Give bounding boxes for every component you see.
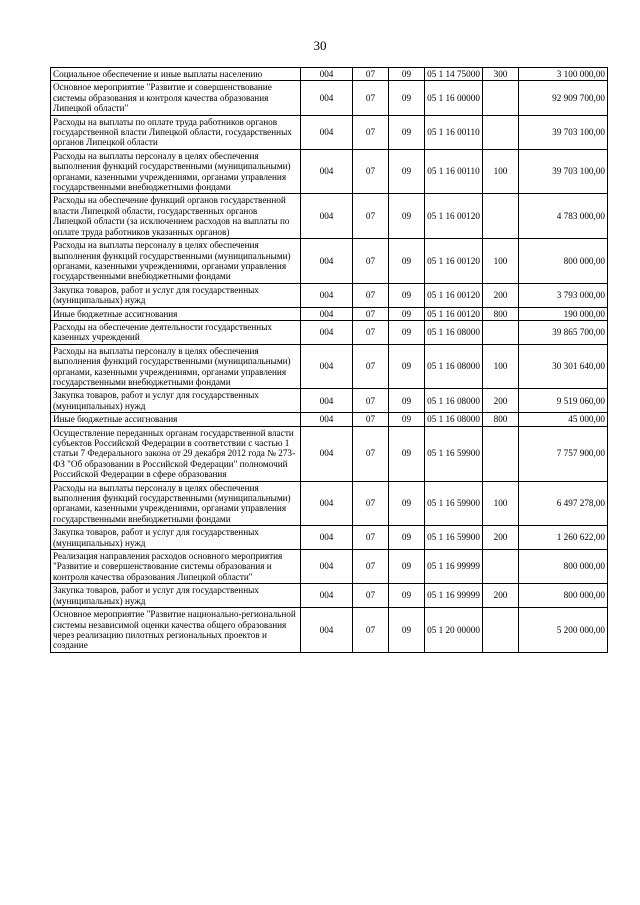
- table-row: [51, 115, 608, 149]
- admin-code: 004: [301, 389, 353, 413]
- target-article-code: 05 1 16 99999: [425, 584, 483, 608]
- subsection-code: 09: [389, 426, 425, 481]
- section-code: 07: [353, 320, 389, 344]
- admin-code: 004: [301, 194, 353, 239]
- admin-code: 004: [301, 481, 353, 526]
- amount: 45 000,00: [519, 413, 608, 426]
- admin-code: 004: [301, 426, 353, 481]
- row-name: Расходы на выплаты персоналу в целях обеспечения выполнения функций государственными (муниципальными) органами, казенными учреждениями, органами управления государственными внебюджетными фондами: [51, 344, 301, 389]
- target-article-code: 05 1 16 08000: [425, 320, 483, 344]
- row-name: Реализация направления расходов основного мероприятия "Развитие и совершенствование системы образования и контроля качества образования Липецкой области": [51, 550, 301, 584]
- amount: 5 200 000,00: [519, 608, 608, 653]
- amount: 4 783 000,00: [519, 194, 608, 239]
- target-article-code: 05 1 16 00120: [425, 283, 483, 307]
- expense-type-code: [483, 320, 519, 344]
- subsection-code: 09: [389, 389, 425, 413]
- budget-table: [50, 67, 608, 653]
- row-name: Основное мероприятие "Развитие национально-региональной системы независимой оценки качества общего образования через реализацию пилотных региональных проектов и создание: [51, 608, 301, 653]
- row-name: Закупка товаров, работ и услуг для государственных (муниципальных) нужд: [51, 584, 301, 608]
- subsection-code: 09: [389, 320, 425, 344]
- amount: 9 519 060,00: [519, 389, 608, 413]
- amount: 30 301 640,00: [519, 344, 608, 389]
- target-article-code: 05 1 16 08000: [425, 389, 483, 413]
- expense-type-code: 100: [483, 481, 519, 526]
- table-row: [51, 149, 608, 194]
- target-article-code: 05 1 16 08000: [425, 344, 483, 389]
- table-row: [51, 239, 608, 284]
- target-article-code: 05 1 14 75000: [425, 68, 483, 81]
- table-row: [51, 608, 608, 653]
- target-article-code: 05 1 16 00110: [425, 149, 483, 194]
- table-row: [51, 413, 608, 426]
- row-name: Осуществление переданных органам государственной власти субъектов Российской Федерации в соответствии с частью 1 статьи 7 Федерального закона от 29 декабря 2012 года № 273-ФЗ "Об образовании в Российской Федерации" полномочий Российской Федерации в сфере образования: [51, 426, 301, 481]
- row-name: Расходы на выплаты по оплате труда работников органов государственной власти Липецкой области, государственных органов Липецкой области: [51, 115, 301, 149]
- section-code: 07: [353, 426, 389, 481]
- admin-code: 004: [301, 68, 353, 81]
- admin-code: 004: [301, 584, 353, 608]
- subsection-code: 09: [389, 550, 425, 584]
- target-article-code: 05 1 16 00120: [425, 194, 483, 239]
- expense-type-code: 200: [483, 526, 519, 550]
- section-code: 07: [353, 307, 389, 320]
- section-code: 07: [353, 481, 389, 526]
- amount: 800 000,00: [519, 584, 608, 608]
- row-name: Расходы на выплаты персоналу в целях обеспечения выполнения функций государственными (муниципальными) органами, казенными учреждениями, органами управления государственными внебюджетными фондами: [51, 239, 301, 284]
- table-row: [51, 68, 608, 81]
- subsection-code: 09: [389, 81, 425, 115]
- subsection-code: 09: [389, 194, 425, 239]
- row-name: Расходы на выплаты персоналу в целях обеспечения выполнения функций государственными (муниципальными) органами, казенными учреждениями, органами управления государственными внебюджетными фондами: [51, 481, 301, 526]
- amount: 1 260 622,00: [519, 526, 608, 550]
- amount: 92 909 700,00: [519, 81, 608, 115]
- expense-type-code: 200: [483, 283, 519, 307]
- page-number: 30: [313, 38, 327, 53]
- subsection-code: 09: [389, 584, 425, 608]
- section-code: 07: [353, 389, 389, 413]
- expense-type-code: 800: [483, 413, 519, 426]
- target-article-code: 05 1 16 59900: [425, 426, 483, 481]
- row-name: Иные бюджетные ассигнования: [51, 413, 301, 426]
- expense-type-code: [483, 550, 519, 584]
- table-row: [51, 550, 608, 584]
- subsection-code: 09: [389, 481, 425, 526]
- admin-code: 004: [301, 608, 353, 653]
- section-code: 07: [353, 413, 389, 426]
- subsection-code: 09: [389, 239, 425, 284]
- admin-code: 004: [301, 149, 353, 194]
- admin-code: 004: [301, 115, 353, 149]
- section-code: 07: [353, 194, 389, 239]
- row-name: Расходы на обеспечение деятельности государственных казенных учреждений: [51, 320, 301, 344]
- expense-type-code: 100: [483, 344, 519, 389]
- expense-type-code: 800: [483, 307, 519, 320]
- target-article-code: 05 1 16 99999: [425, 550, 483, 584]
- target-article-code: 05 1 16 00110: [425, 115, 483, 149]
- amount: 800 000,00: [519, 550, 608, 584]
- table-row: [51, 283, 608, 307]
- table-row: [51, 320, 608, 344]
- target-article-code: 05 1 16 00120: [425, 307, 483, 320]
- expense-type-code: [483, 194, 519, 239]
- subsection-code: 09: [389, 413, 425, 426]
- subsection-code: 09: [389, 283, 425, 307]
- section-code: 07: [353, 283, 389, 307]
- row-name: Основное мероприятие "Развитие и совершенствование системы образования и контроля качества образования Липецкой области": [51, 81, 301, 115]
- amount: 39 865 700,00: [519, 320, 608, 344]
- row-name: Расходы на выплаты персоналу в целях обеспечения выполнения функций государственными (муниципальными) органами, казенными учреждениями, органами управления государственными внебюджетными фондами: [51, 149, 301, 194]
- amount: 3 100 000,00: [519, 68, 608, 81]
- admin-code: 004: [301, 526, 353, 550]
- admin-code: 004: [301, 320, 353, 344]
- row-name: Закупка товаров, работ и услуг для государственных (муниципальных) нужд: [51, 526, 301, 550]
- table-row: [51, 389, 608, 413]
- subsection-code: 09: [389, 608, 425, 653]
- admin-code: 004: [301, 81, 353, 115]
- expense-type-code: 300: [483, 68, 519, 81]
- amount: 6 497 278,00: [519, 481, 608, 526]
- target-article-code: 05 1 16 00120: [425, 239, 483, 284]
- table-row: [51, 307, 608, 320]
- expense-type-code: [483, 115, 519, 149]
- target-article-code: 05 1 16 59900: [425, 481, 483, 526]
- section-code: 07: [353, 526, 389, 550]
- table-row: [51, 81, 608, 115]
- section-code: 07: [353, 149, 389, 194]
- amount: 7 757 900,00: [519, 426, 608, 481]
- admin-code: 004: [301, 239, 353, 284]
- subsection-code: 09: [389, 149, 425, 194]
- section-code: 07: [353, 239, 389, 284]
- target-article-code: 05 1 16 59900: [425, 526, 483, 550]
- admin-code: 004: [301, 283, 353, 307]
- subsection-code: 09: [389, 344, 425, 389]
- budget-table-body: [51, 68, 608, 653]
- table-row: [51, 526, 608, 550]
- target-article-code: 05 1 16 00000: [425, 81, 483, 115]
- amount: 190 000,00: [519, 307, 608, 320]
- expense-type-code: [483, 608, 519, 653]
- amount: 3 793 000,00: [519, 283, 608, 307]
- row-name: Социальное обеспечение и иные выплаты населению: [51, 68, 301, 81]
- expense-type-code: [483, 426, 519, 481]
- row-name: Расходы на обеспечение функций органов государственной власти Липецкой области, государственных органов Липецкой области (за исключением расходов на выплаты по оплате труда работников указанных органов): [51, 194, 301, 239]
- section-code: 07: [353, 344, 389, 389]
- row-name: Иные бюджетные ассигнования: [51, 307, 301, 320]
- subsection-code: 09: [389, 68, 425, 81]
- row-name: Закупка товаров, работ и услуг для государственных (муниципальных) нужд: [51, 389, 301, 413]
- table-row: [51, 194, 608, 239]
- subsection-code: 09: [389, 526, 425, 550]
- section-code: 07: [353, 81, 389, 115]
- amount: 39 703 100,00: [519, 115, 608, 149]
- section-code: 07: [353, 550, 389, 584]
- amount: 800 000,00: [519, 239, 608, 284]
- table-row: [51, 344, 608, 389]
- expense-type-code: 200: [483, 584, 519, 608]
- section-code: 07: [353, 608, 389, 653]
- table-row: [51, 426, 608, 481]
- subsection-code: 09: [389, 307, 425, 320]
- target-article-code: 05 1 20 00000: [425, 608, 483, 653]
- amount: 39 703 100,00: [519, 149, 608, 194]
- expense-type-code: 100: [483, 239, 519, 284]
- section-code: 07: [353, 584, 389, 608]
- table-row: [51, 584, 608, 608]
- admin-code: 004: [301, 344, 353, 389]
- section-code: 07: [353, 115, 389, 149]
- expense-type-code: [483, 81, 519, 115]
- admin-code: 004: [301, 550, 353, 584]
- admin-code: 004: [301, 307, 353, 320]
- expense-type-code: 100: [483, 149, 519, 194]
- row-name: Закупка товаров, работ и услуг для государственных (муниципальных) нужд: [51, 283, 301, 307]
- subsection-code: 09: [389, 115, 425, 149]
- table-row: [51, 481, 608, 526]
- admin-code: 004: [301, 413, 353, 426]
- section-code: 07: [353, 68, 389, 81]
- expense-type-code: 200: [483, 389, 519, 413]
- target-article-code: 05 1 16 08000: [425, 413, 483, 426]
